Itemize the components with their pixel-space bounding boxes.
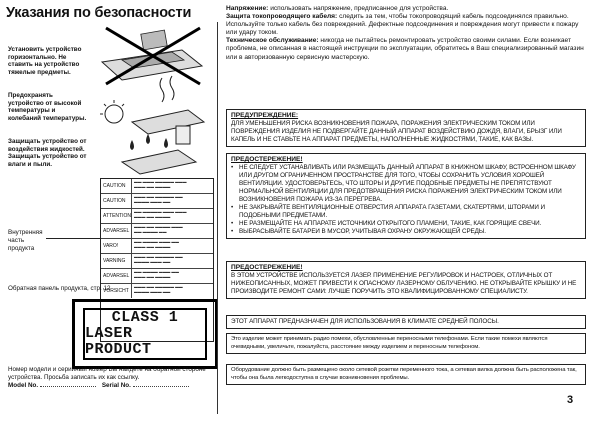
list-item: • НЕ СЛЕДУЕТ УСТАНАВЛИВАТЬ ИЛИ РАЗМЕЩАТЬ ДАННЫЙ АППАРАТ В КНИЖНОМ ШКАФУ, ВСТРОЕННОМ ШКАФУ ИЛИ ДРУГОМ ОГРАНИЧЕННОМ ПРОСТРАНСТВЕ ДЛЯ ТОГО, ЧТОБЫ СОХРАНИТЬ УСЛОВИЯ ХОРОШЕЙ ВЕНТИЛЯЦИИ. УДОСТОВЕРЬТЕСЬ, ЧТО ШТОРЫ И ДРУГИЕ ПОДОБНЫЕ ПРЕДМЕТЫ НЕ ПРЕПЯТСТВУЮТ НОРМАЛЬНОЙ ВЕНТИЛЯЦИИ ДЛЯ ПРЕДОТВРАЩЕНИЯ РИСКА ПОРАЖЕНИЯ ЭЛЕКТРИЧЕСКИМ ТОКОМ ИЛИ ВОЗНИКНОВЕНИЯ ПОЖАРА ИЗ-ЗА ПЕРЕГРЕВА.	[231, 164, 576, 203]
inside-product-label: Внутренняя часть продукта	[8, 229, 43, 252]
list-item: • ВЫБРАСЫВАЙТЕ БАТАРЕИ В МУСОР, УЧИТЫВАЯ ОХРАНУ ОКРУЖАЮЩЕЙ СРЕДЫ.	[231, 228, 486, 235]
note-horizontal: Установить устройство горизонтально. Не ставить на устройство тяжелые предметы.	[8, 46, 82, 76]
tilted-device-icon	[102, 28, 202, 84]
plate-row: ATTENTION ▬▬ ▬▬▬▬▬ ▬▬▬ ▬▬▬ ▬▬▬ ▬▬ ▬▬▬▬	[101, 209, 213, 224]
outlet-box	[226, 364, 586, 385]
list-item: • НЕ РАЗМЕЩАЙТЕ НА АППАРАТЕ ИСТОЧНИКИ ОТКРЫТОГО ПЛАМЕНИ, ТАКИЕ, КАК ГОРЯЩИЕ СВЕЧИ.	[231, 220, 542, 227]
caution-box-ventilation	[226, 153, 586, 239]
plate-row: ADVARSEL ▬▬ ▬▬▬▬ ▬▬▬ ▬▬ ▬▬▬ ▬▬ ▬▬▬▬	[101, 269, 213, 284]
serial-no-label: Serial No.	[101, 382, 131, 389]
plate-row: CAUTION ▬▬ ▬▬▬ ▬▬▬▬▬ ▬▬▬ ▬▬▬ ▬▬ ▬▬▬▬	[101, 179, 213, 194]
liquid-drops-icon	[122, 126, 196, 174]
caution-box-laser	[226, 261, 586, 299]
plate-row: CAUTION ▬▬▬ ▬▬ ▬▬▬▬▬ ▬▬ ▬▬▬▬ ▬▬▬ ▬▬	[101, 194, 213, 209]
plate-row: VORSICHT ▬▬▬ ▬▬ ▬▬▬▬▬ ▬▬ ▬▬▬▬ ▬▬▬ ▬▬	[101, 284, 213, 298]
caution-heading: ПРЕДОСТЕРЕЖЕНИЕ!	[231, 156, 303, 163]
note-liquids: Защищать устройство от воздействия жидкостей. Защищать устройство от влаги и пыли.	[8, 138, 87, 168]
laser-class-text: CLASS 1	[111, 309, 179, 326]
plate-row: ADVARSEL ▬▬▬ ▬▬ ▬▬▬▬ ▬▬▬ ▬▬ ▬▬▬▬ ▬▬	[101, 224, 213, 239]
note-temperature: Предохранять устройство от высокой температуры и колебаний температуры.	[8, 92, 87, 122]
model-no-label: Model No.	[8, 382, 39, 389]
climate-box	[226, 315, 586, 329]
general-notes: Напряжение: использовать напряжение, предписанное для устройства. Защита токопроводящего кабеля: следить за тем, чтобы токопроводящий кабель подсоединялся правильно. Используйте только кабель без повреждений. Дефектные подсоединения и повреждения могут привести к пожару или удару током. Техническое обслуживание: никогда не пытайтесь ремонтировать устройство своими силами. Если возникает проблема, не описанная в настоящей инструкции по эксплуатации, обратитесь в Ваш специализированный магазин или в авторизованную сервисную мастерскую.	[226, 5, 584, 61]
model-serial-note: Номер модели и серийный номер Вы найдете на обратной стороне устройства. Просьба записать их как ссылку.	[8, 366, 206, 381]
model-no-blank	[40, 386, 96, 387]
pointer-line	[46, 238, 100, 239]
laser-product-label	[72, 299, 218, 369]
heat-sun-icon	[100, 76, 204, 134]
plate-row: VARO! ▬▬ ▬▬▬▬ ▬▬▬ ▬▬ ▬▬▬ ▬▬ ▬▬▬▬	[101, 239, 213, 254]
serial-no-blank	[133, 386, 189, 387]
laser-product-text: LASER PRODUCT	[85, 325, 152, 358]
caution-laser-text: В ЭТОМ УСТРОЙСТВЕ ИСПОЛЬЗУЕТСЯ ЛАЗЕР. ПРИМЕНЕНИЕ РЕГУЛИРОВОК И НАСТРОЕК, ОТЛИЧНЫХ ОТ НИЖЕОПИСАННЫХ, МОЖЕТ ПРИВЕСТИ К ОПАСНОМУ ЛАЗЕРНОМУ ОБЛУЧЕНИЮ. НЕ ОТКРЫВАЙТЕ КРЫШКУ И НЕ ПРОИЗВОДИТЕ РЕМОНТ САМИ: ЛУЧШЕ ПОРУЧИТЬ ЭТО КВАЛИФИЦИРОВАННОМУ СПЕЦИАЛИСТУ.	[231, 272, 577, 295]
page-number: 3	[567, 394, 574, 406]
interference-box	[226, 333, 586, 354]
page-title: Указания по безопасности	[6, 5, 192, 21]
warning-text: ДЛЯ УМЕНЬШЕНИЯ РИСКА ВОЗНИКНОВЕНИЯ ПОЖАРА, ПОРАЖЕНИЯ ЭЛЕКТРИЧЕСКИМ ТОКОМ ИЛИ ПОВРЕЖДЕНИЯ ИЗДЕЛИЯ НЕ ПОДВЕРГАЙТЕ ДАННЫЙ АППАРАТ ВОЗДЕЙСТВИЮ ДОЖДЯ, ВЛАГИ, БРЫЗГ ИЛИ КАПЕЛЬ И НЕ СТАВЬТЕ НА АППАРАТ ПРЕДМЕТЫ, НАПОЛНЕННЫЕ ЖИДКОСТЯМИ, ТАКИЕ, КАК ВАЗЫ.	[231, 120, 562, 143]
rear-panel-caption: Обратная панель продукта, стр. 12	[8, 285, 111, 292]
climate-text: ЭТОТ АППАРАТ ПРЕДНАЗНАЧЕН ДЛЯ ИСПОЛЬЗОВАНИЯ В КЛИМАТЕ СРЕДНЕЙ ПОЛОСЫ.	[231, 318, 499, 325]
safety-illustrations	[92, 22, 214, 180]
interference-text: Это изделие может принимать радио помехи, обусловленные переносными телефонами. Если такие помехи являются очевидными, увеличьте, пожалуйста, расстояние между изделием и переносным телефоном.	[231, 336, 548, 350]
model-serial-fields	[8, 382, 193, 389]
warning-heading: ПРЕДУПРЕЖДЕНИЕ:	[231, 112, 299, 119]
list-item: • НЕ ЗАКРЫВАЙТЕ ВЕНТИЛЯЦИОННЫЕ ОТВЕРСТИЯ АППАРАТА ГАЗЕТАМИ, СКАТЕРТЯМИ, ШТОРАМИ И ПОДОБНЫМИ ПРЕДМЕТАМИ.	[231, 204, 545, 219]
warning-box	[226, 109, 586, 147]
plate-row: VARNING ▬▬▬ ▬▬ ▬▬▬▬▬ ▬▬ ▬▬▬▬ ▬▬▬ ▬▬	[101, 254, 213, 269]
column-divider	[217, 22, 218, 414]
outlet-text: Оборудование должно быть размещено около сетевой розетки переменного тока, а сетевая вилка должна быть расположена так, чтобы она была легкодоступна в случае возникновения проблемы.	[231, 367, 577, 381]
caution-heading: ПРЕДОСТЕРЕЖЕНИЕ!	[231, 264, 303, 271]
